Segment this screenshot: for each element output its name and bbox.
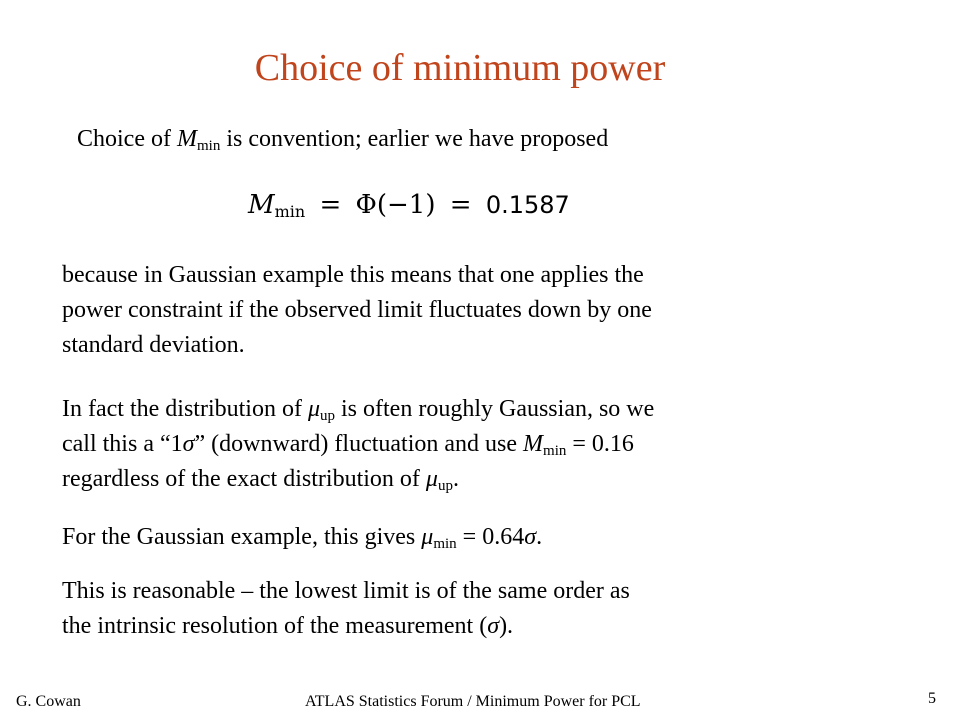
fact-text-3b: . (452, 466, 459, 492)
fact-paragraph (62, 392, 902, 497)
gives-min-subscript: min (433, 536, 457, 552)
fact-sigma-symbol: σ (182, 431, 195, 457)
reason-paragraph (62, 574, 902, 644)
fact-min-subscript: min (543, 443, 567, 459)
fact-m-symbol: M (523, 431, 544, 457)
gives-text-a: For the Gaussian example, this gives (62, 524, 422, 550)
intro-paragraph (77, 122, 608, 157)
fact-text-1a: In fact the distribution of (62, 396, 308, 422)
gaussian-line-3: standard deviation. (62, 332, 245, 358)
gaussian-paragraph (62, 258, 882, 363)
page-number: 5 (928, 690, 936, 707)
fact-up-subscript: up (320, 408, 335, 424)
fact-mu-symbol: μ (307, 396, 320, 422)
slide-title: Choice of minimum power (254, 47, 666, 89)
fact-line-3 (62, 462, 902, 497)
m-min-equation (248, 190, 570, 220)
intro-min-subscript: min (196, 138, 221, 154)
reason-text-2b: ). (499, 613, 514, 639)
fact-text-2a: call this a “1 (62, 431, 183, 457)
gives-text-c: . (536, 524, 543, 550)
equation-min-subscript: min (274, 202, 306, 221)
intro-m-symbol: M (176, 126, 197, 152)
equation-value: 0.1587 (485, 191, 570, 219)
fact-line-1 (62, 392, 902, 427)
fact-text-3a: regardless of the exact distribution of (62, 466, 426, 492)
fact-text-1b: is often roughly Gaussian, so we (335, 396, 655, 422)
equation-phi-expression: Φ(−1) (355, 190, 436, 220)
footer-title: ATLAS Statistics Forum / Minimum Power for PCL (305, 693, 641, 710)
gives-mu-symbol: μ (421, 524, 434, 550)
fact-mu-symbol-2: μ (425, 466, 438, 492)
fact-line-2 (62, 427, 902, 462)
equation-equals-1: = (305, 190, 356, 220)
fact-text-2c: = 0.16 (566, 431, 634, 457)
intro-text-1: Choice of (77, 126, 177, 152)
fact-text-2b: ” (downward) fluctuation and use (194, 431, 524, 457)
fact-up-subscript-2: up (437, 478, 453, 494)
intro-text-2: is convention; earlier we have proposed (220, 126, 609, 152)
reason-line-2 (62, 609, 902, 644)
gives-paragraph (62, 520, 902, 555)
equation-m-symbol: M (248, 190, 275, 220)
reason-sigma-symbol: σ (487, 613, 500, 639)
gaussian-line-2: power constraint if the observed limit fluctuates down by one (62, 297, 652, 323)
gives-text-b: = 0.64 (456, 524, 525, 550)
gaussian-line-1: because in Gaussian example this means that one applies the (62, 262, 644, 288)
reason-line-1: This is reasonable – the lowest limit is of the same order as (62, 578, 630, 604)
reason-text-2a: the intrinsic resolution of the measurement ( (62, 613, 488, 639)
equation-equals-2: = (435, 190, 486, 220)
gives-sigma-symbol: σ (524, 524, 537, 550)
footer-author: G. Cowan (16, 693, 81, 710)
